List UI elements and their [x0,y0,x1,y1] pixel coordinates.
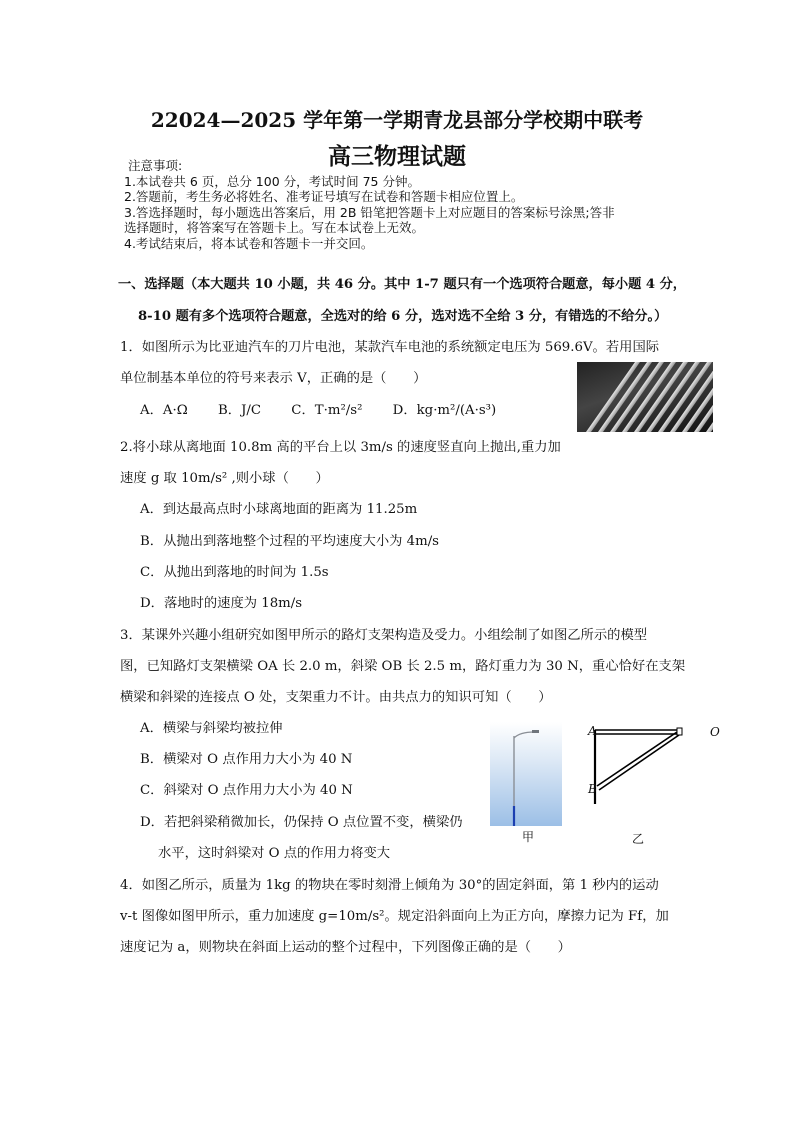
q1-option-d: D．kg·m²/(A·s³) [392,403,497,418]
q1-line2: 单位制基本单位的符号来表示 V，正确的是（ ） [120,371,427,386]
q3-line3: 横梁和斜梁的连接点 O 处，支架重力不计。由共点力的知识可知（ ） [120,690,552,705]
figure-yi-caption: 乙 [632,832,645,846]
figure-jia-caption: 甲 [522,830,535,844]
blade-battery-image [577,362,713,432]
exam-title: 22024—2025 学年第一学期青龙县部分学校期中联考 [150,108,644,132]
section-heading-line1: 一、选择题（本大题共 10 小题，共 46 分。其中 1-7 题只有一个选项符合题意，每小题 4 分， [118,277,686,292]
q4-line1: 4．如图乙所示，质量为 1kg 的物块在零时刻滑上倾角为 30°的固定斜面，第 1 秒内的运动 [120,878,659,893]
label-point-b: B [588,782,597,796]
street-lamp-icon [490,722,562,826]
q2-option-b: B．从抛出到落地整个过程的平均速度大小为 4m/s [140,534,440,549]
q3-line1: 3．某课外兴趣小组研究如图甲所示的路灯支架构造及受力。小组绘制了如图乙所示的模型 [120,628,648,643]
q1-option-a: A．A·Ω [140,403,188,418]
notice-block [124,158,684,251]
notice-item-2: 2.答题前，考生务必将姓名、准考证号填写在试卷和答题卡相应位置上。 [124,189,524,204]
q3-option-d-cont: 水平，这时斜梁对 O 点的作用力将变大 [158,846,391,861]
q2-line1: 2.将小球从离地面 10.8m 高的平台上以 3m/s 的速度竖直向上抛出,重力加 [120,440,561,455]
q3-line2: 图，已知路灯支架横梁 OA 长 2.0 m，斜梁 OB 长 2.5 m，路灯重力为 30 N，重心恰好在支架 [120,659,686,674]
q1-option-c: C．T·m²/s² [291,403,363,418]
notice-heading: 注意事项: [128,158,183,173]
q1-options [140,399,522,418]
notice-item-4: 4.考试结束后，将本试卷和答题卡一并交回。 [124,235,374,251]
q1-option-b: B．J/C [218,403,262,418]
q3-option-d: D．若把斜梁稍微加长，仍保持 O 点位置不变，横梁仍 [140,815,463,830]
q2-line2: 速度 g 取 10m/s² ,则小球（ ） [120,471,329,486]
label-point-a: A [588,724,597,738]
bracket-model-diagram [585,722,705,810]
q3-option-b: B．横梁对 O 点作用力大小为 40 N [140,752,353,767]
q3-option-c: C．斜梁对 O 点作用力大小为 40 N [140,783,353,798]
q2-option-d: D．落地时的速度为 18m/s [140,596,303,611]
q4-line3: 速度记为 a，则物块在斜面上运动的整个过程中，下列图像正确的是（ ） [120,940,571,955]
q4-line2: v-t 图像如图甲所示，重力加速度 g=10m/s²。规定沿斜面向上为正方向，摩擦力记为 Ff，加 [120,909,669,924]
street-lamp-photo [490,722,562,826]
q1-line1: 1．如图所示为比亚迪汽车的刀片电池，某款汽车电池的系统额定电压为 569.6V。若用国际 [120,340,660,355]
notice-item-1: 1.本试卷共 6 页，总分 100 分，考试时间 75 分钟。 [124,173,420,189]
notice-item-3-cont: 选择题时，将答案写在答题卡上。写在本试卷上无效。 [124,220,425,235]
notice-item-3: 3.答选择题时，每小题选出答案后，用 2B 铅笔把答题卡上对应题目的答案标号涂黑;答非 [124,204,615,220]
q3-option-a: A．横梁与斜梁均被拉伸 [140,721,283,736]
label-point-o: O [710,725,720,739]
q2-option-c: C．从抛出到落地的时间为 1.5s [140,565,329,580]
section-heading-line2: 8-10 题有多个选项符合题意，全选对的给 6 分，选对选不全给 3 分，有错选的不给分。） [138,309,668,324]
exam-subject-title: 高三物理试题 [328,143,466,170]
q2-option-a: A．到达最高点时小球离地面的距离为 11.25m [140,502,418,517]
